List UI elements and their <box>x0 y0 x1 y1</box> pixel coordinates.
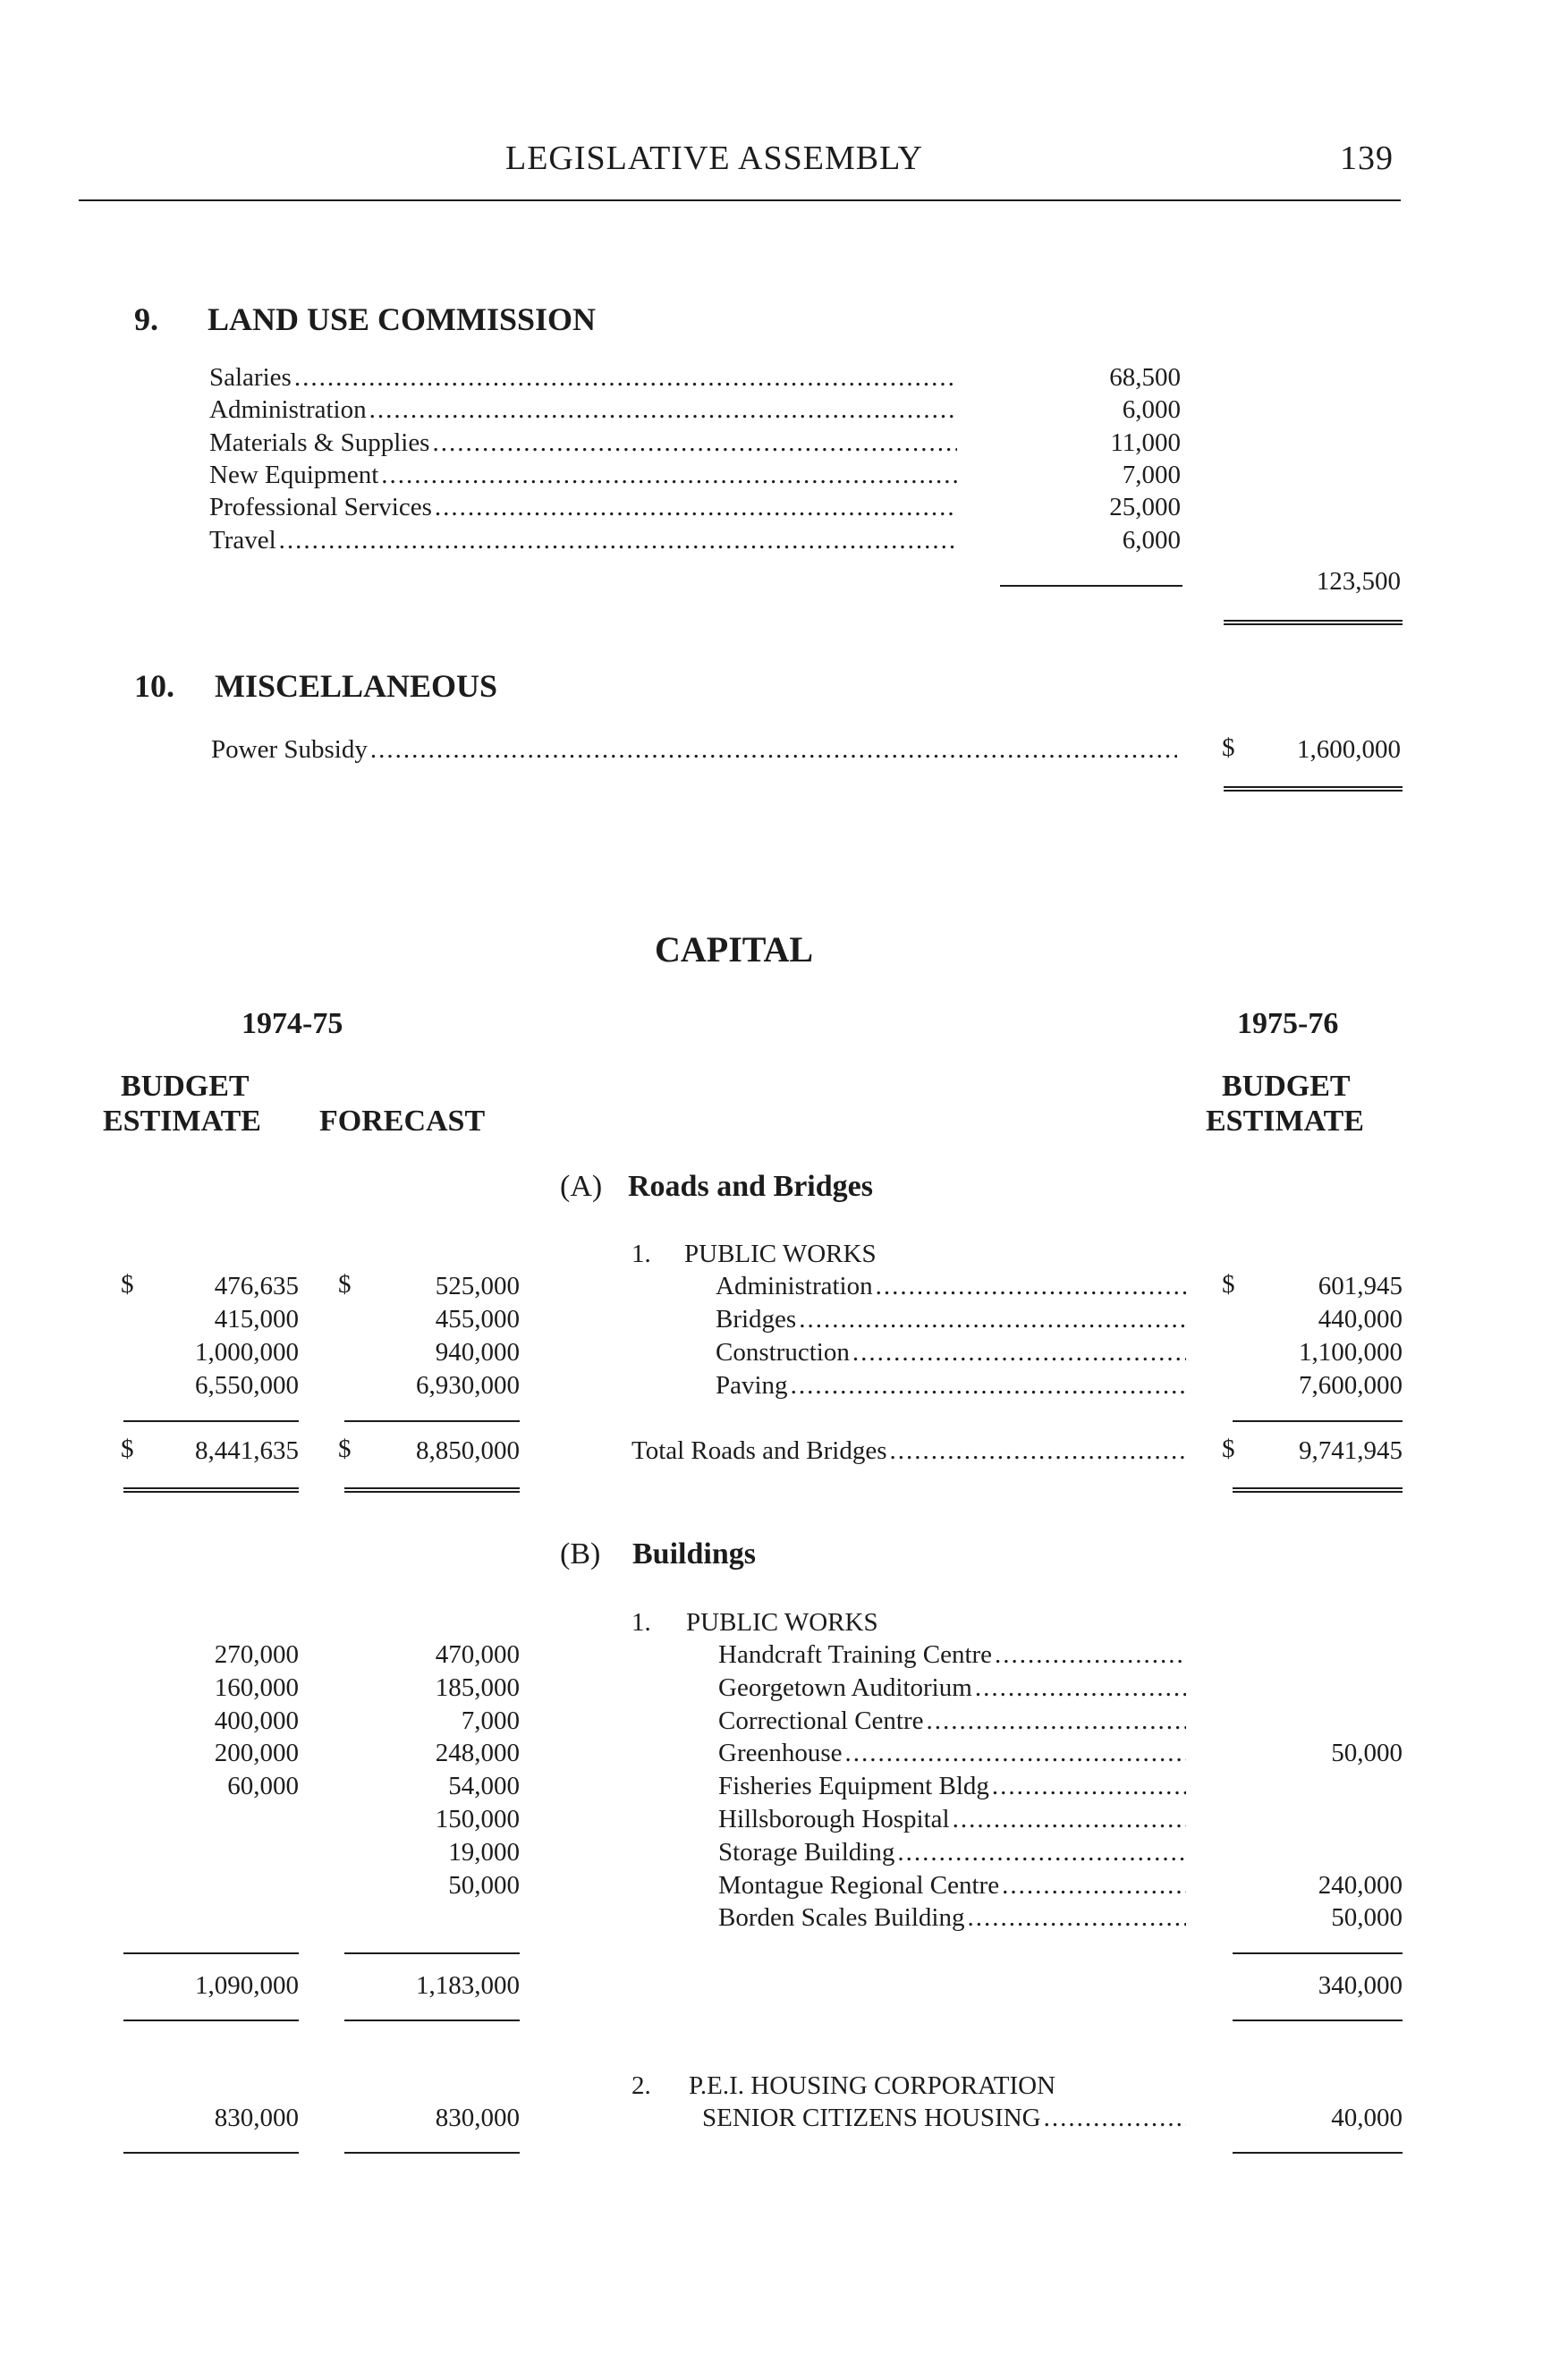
budget-cell: 270,000 <box>214 1640 299 1669</box>
item-label: Fisheries Equipment Bldg <box>718 1772 989 1801</box>
budget-cell: 476,635 <box>214 1272 299 1300</box>
buildings-row-label <box>718 1901 1186 1934</box>
housing-estimate: 40,000 <box>1331 2104 1403 2132</box>
year-left: 1974-75 <box>242 1007 343 1040</box>
budget-cell <box>120 1901 299 1934</box>
item-label: Power Subsidy <box>211 735 368 764</box>
year-right: 1975-76 <box>1237 1007 1339 1040</box>
currency-symbol: $ <box>1222 1435 1235 1463</box>
forecast-cell: 7,000 <box>461 1706 520 1735</box>
budget-cell <box>120 1869 299 1901</box>
subtotal-rule <box>344 1420 520 1422</box>
estimate-cell <box>1222 1803 1403 1835</box>
subtotal-budget: 1,090,000 <box>195 1971 299 2000</box>
estimate-cell <box>1222 1770 1403 1802</box>
sub-number: 2. <box>631 2071 651 2100</box>
estimate-cell: 50,000 <box>1331 1739 1403 1768</box>
forecast-cell: 185,000 <box>435 1672 520 1702</box>
subtotal-estimate: 340,000 <box>1318 1971 1403 2000</box>
item-label: Storage Building <box>718 1837 895 1867</box>
subtotal-rule <box>1233 1952 1403 1954</box>
forecast-cell: 525,000 <box>435 1272 520 1300</box>
item-label: New Equipment <box>209 460 379 489</box>
total-forecast: 8,850,000 <box>416 1436 520 1465</box>
budget-cell: 6,550,000 <box>195 1371 299 1400</box>
housing-title: P.E.I. HOUSING CORPORATION <box>689 2071 1056 2100</box>
item-label: Administration <box>209 395 367 425</box>
forecast-cell: 248,000 <box>435 1739 520 1768</box>
estimate-cell <box>1222 1836 1403 1868</box>
power-subsidy-amount: 1,600,000 <box>1297 735 1401 764</box>
estimate-cell: 1,100,000 <box>1299 1338 1403 1367</box>
subsection-title: Roads and Bridges <box>628 1170 873 1203</box>
column-header-estimate: ESTIMATE <box>103 1105 261 1138</box>
item-label: Hillsborough Hospital <box>718 1805 950 1833</box>
section-number: 9. <box>134 301 158 337</box>
column-header-budget: BUDGET <box>121 1070 250 1103</box>
land-use-amount: 6,000 <box>1122 395 1181 425</box>
estimate-cell: 50,000 <box>1331 1903 1403 1933</box>
page-header-title: LEGISLATIVE ASSEMBLY <box>505 140 923 177</box>
buildings-row-label <box>718 1803 1186 1835</box>
land-use-total: 123,500 <box>1316 567 1401 596</box>
capital-title: CAPITAL <box>655 929 814 970</box>
budget-cell <box>120 1803 299 1835</box>
subtotal-rule <box>1233 2152 1403 2154</box>
land-use-item <box>209 459 957 491</box>
forecast-cell: 150,000 <box>435 1805 520 1833</box>
total-label: Total Roads and Bridges <box>631 1436 887 1465</box>
total-double-rule <box>1233 1487 1403 1493</box>
roads-row-label <box>716 1369 1186 1401</box>
subsection-title: Buildings <box>632 1537 756 1571</box>
subtotal-rule <box>344 1952 520 1954</box>
column-header-forecast: FORECAST <box>319 1105 486 1138</box>
subtotal-rule <box>123 2020 299 2021</box>
subtotal-rule <box>123 2152 299 2154</box>
total-estimate: 9,741,945 <box>1299 1436 1403 1465</box>
subtotal-rule <box>1000 585 1182 587</box>
land-use-amount: 7,000 <box>1122 460 1181 489</box>
item-label: Georgetown Auditorium <box>718 1672 972 1702</box>
subtotal-rule <box>344 2020 520 2021</box>
land-use-item <box>209 361 957 394</box>
item-label: Administration <box>716 1272 873 1300</box>
item-label: Correctional Centre <box>718 1706 924 1735</box>
column-header-budget: BUDGET <box>1222 1070 1351 1103</box>
currency-symbol: $ <box>121 1270 134 1299</box>
budget-cell: 200,000 <box>214 1739 299 1768</box>
total-budget: 8,441,635 <box>195 1436 299 1465</box>
item-label: Construction <box>716 1338 850 1367</box>
subtotal-rule <box>344 2152 520 2154</box>
estimate-cell: 7,600,000 <box>1299 1371 1403 1400</box>
forecast-cell: 6,930,000 <box>416 1371 520 1400</box>
page-number: 139 <box>1340 140 1394 177</box>
total-double-rule <box>1224 786 1403 792</box>
subtotal-rule <box>1233 1420 1403 1422</box>
item-label: Greenhouse <box>718 1739 843 1768</box>
land-use-item <box>209 427 957 459</box>
item-label: Salaries <box>209 363 292 392</box>
sub-title: PUBLIC WORKS <box>684 1240 877 1268</box>
section-number: 10. <box>134 668 174 704</box>
budget-cell: 160,000 <box>214 1672 299 1702</box>
total-double-rule <box>344 1487 520 1493</box>
item-label: Borden Scales Building <box>718 1903 965 1933</box>
section-title: MISCELLANEOUS <box>215 668 498 704</box>
subtotal-rule <box>1233 2020 1403 2021</box>
buildings-row-label <box>718 1705 1186 1737</box>
estimate-cell <box>1222 1672 1403 1704</box>
budget-cell: 415,000 <box>214 1305 299 1334</box>
header-rule <box>79 199 1401 201</box>
land-use-amount: 11,000 <box>1110 428 1181 457</box>
section-title: LAND USE COMMISSION <box>208 301 597 337</box>
item-label: Montague Regional Centre <box>718 1870 1000 1900</box>
item-label: Materials & Supplies <box>209 428 430 457</box>
forecast-cell: 19,000 <box>448 1837 520 1867</box>
estimate-cell: 440,000 <box>1318 1305 1403 1334</box>
housing-row <box>702 2102 1186 2134</box>
roads-row-label <box>716 1270 1186 1302</box>
total-double-rule <box>123 1487 299 1493</box>
land-use-item <box>209 524 957 556</box>
roads-row-label <box>716 1336 1186 1368</box>
column-header-estimate: ESTIMATE <box>1206 1105 1364 1138</box>
budget-cell: 400,000 <box>214 1706 299 1735</box>
subtotal-forecast: 1,183,000 <box>416 1971 520 2000</box>
roads-row-label <box>716 1303 1186 1335</box>
forecast-cell: 940,000 <box>435 1338 520 1367</box>
budget-cell: 1,000,000 <box>195 1338 299 1367</box>
total-double-rule <box>1224 620 1403 625</box>
estimate-cell <box>1222 1705 1403 1737</box>
housing-forecast: 830,000 <box>435 2104 520 2132</box>
forecast-cell: 54,000 <box>448 1772 520 1801</box>
buildings-row-label <box>718 1869 1186 1901</box>
total-roads-row <box>631 1435 1186 1467</box>
subsection-letter: (A) <box>560 1170 603 1203</box>
buildings-row-label <box>718 1836 1186 1868</box>
budget-cell <box>120 1836 299 1868</box>
power-subsidy-row <box>211 733 1177 766</box>
budget-cell: 60,000 <box>227 1772 299 1801</box>
land-use-amount: 25,000 <box>1109 493 1181 522</box>
buildings-row-label <box>718 1672 1186 1704</box>
sub-number: 1. <box>631 1240 651 1268</box>
subtotal-rule <box>123 1420 299 1422</box>
forecast-cell: 470,000 <box>435 1640 520 1669</box>
buildings-row-label <box>718 1639 1186 1671</box>
subsection-letter: (B) <box>560 1537 601 1571</box>
forecast-cell <box>341 1901 520 1934</box>
item-label: Bridges <box>716 1305 797 1334</box>
subtotal-rule <box>123 1952 299 1954</box>
housing-budget: 830,000 <box>214 2104 299 2132</box>
buildings-row-label <box>718 1770 1186 1802</box>
forecast-cell: 50,000 <box>448 1870 520 1900</box>
housing-label: SENIOR CITIZENS HOUSING <box>702 2104 1041 2132</box>
land-use-amount: 6,000 <box>1122 525 1181 555</box>
item-label: Professional Services <box>209 493 432 522</box>
currency-symbol: $ <box>338 1435 352 1463</box>
item-label: Handcraft Training Centre <box>718 1640 993 1669</box>
sub-title: PUBLIC WORKS <box>686 1608 878 1637</box>
currency-symbol: $ <box>121 1435 134 1463</box>
buildings-row-label <box>718 1737 1186 1769</box>
estimate-cell: 601,945 <box>1318 1272 1403 1300</box>
land-use-item <box>209 491 957 523</box>
currency-symbol: $ <box>338 1270 352 1299</box>
forecast-cell: 455,000 <box>435 1305 520 1334</box>
sub-number: 1. <box>631 1608 651 1637</box>
currency-symbol: $ <box>1222 1270 1235 1299</box>
estimate-cell <box>1222 1639 1403 1671</box>
item-label: Travel <box>209 525 276 555</box>
land-use-item <box>209 394 957 426</box>
item-label: Paving <box>716 1371 788 1400</box>
estimate-cell: 240,000 <box>1318 1870 1403 1900</box>
land-use-amount: 68,500 <box>1109 363 1181 392</box>
currency-symbol: $ <box>1222 733 1235 762</box>
